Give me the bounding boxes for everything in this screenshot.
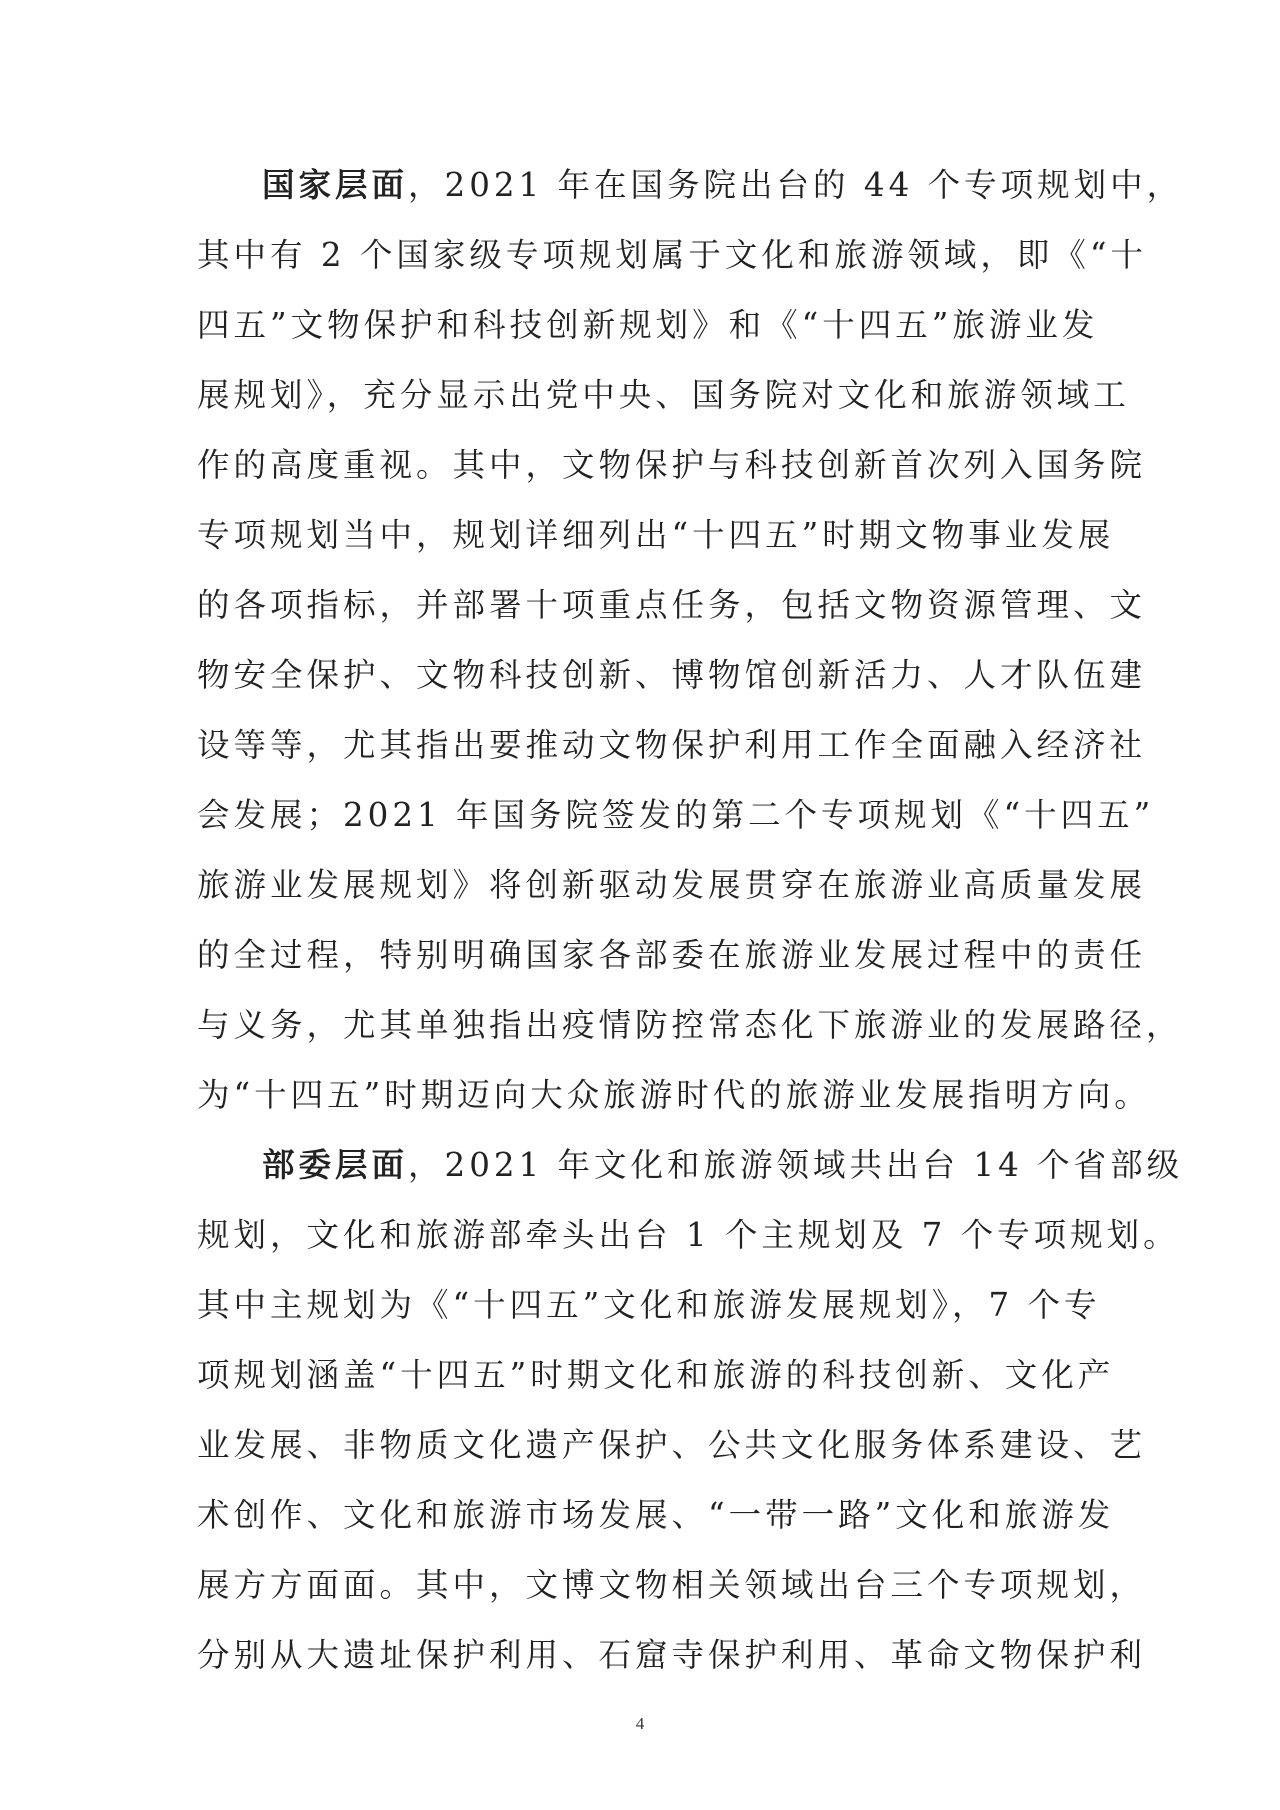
paragraph-2-line-6: 术创作、文化和旅游市场发展、“一带一路”文化和旅游发 xyxy=(197,1496,1115,1534)
paragraph-1-line-9: 设等等，尤其指出要推动文物保护利用工作全面融入经济社 xyxy=(197,726,1147,764)
paragraph-1-line-4: 展规划》，充分显示出党中央、国务院对文化和旅游领域工 xyxy=(197,376,1130,414)
paragraph-1-line-10: 会发展；2021 年国务院签发的第二个专项规划《“十四五” xyxy=(197,796,1155,834)
paragraph-1-line-7: 的各项指标，并部署十项重点任务，包括文物资源管理、文 xyxy=(197,586,1147,624)
paragraph-1-line-8: 物安全保护、文物科技创新、博物馆创新活力、人才队伍建 xyxy=(197,656,1147,694)
paragraph-1-line-14: 为“十四五”时期迈向大众旅游时代的旅游业发展指明方向。 xyxy=(197,1076,1151,1114)
paragraph-1-line-3: 四五”文物保护和科技创新规划》和《“十四五”旅游业发 xyxy=(197,306,1099,344)
paragraph-1-line-1 xyxy=(262,150,1184,220)
paragraph-2-line-1-text: ，2021 年文化和旅游领域共出台 14 个省部级 xyxy=(408,1146,1184,1184)
paragraph-2-line-7: 展方方面面。其中，文博文物相关领域出台三个专项规划， xyxy=(197,1566,1147,1604)
paragraph-1-line-13: 与义务，尤其单独指出疫情防控常态化下旅游业的发展路径， xyxy=(197,1006,1183,1044)
paragraph-1-lead: 国家层面 xyxy=(262,165,409,204)
paragraph-1-line-12: 的全过程，特别明确国家各部委在旅游业发展过程中的责任 xyxy=(197,936,1147,974)
paragraph-2-line-4: 项规划涵盖“十四五”时期文化和旅游的科技创新、文化产 xyxy=(197,1356,1115,1394)
page-number: 4 xyxy=(635,1714,645,1733)
paragraph-1-line-11: 旅游业发展规划》将创新驱动发展贯穿在旅游业高质量发展 xyxy=(197,866,1147,904)
paragraph-2-line-8: 分别从大遗址保护利用、石窟寺保护利用、革命文物保护利 xyxy=(197,1636,1147,1674)
paragraph-2-line-1 xyxy=(262,1130,1184,1200)
paragraph-1-line-1-text: ，2021 年在国务院出台的 44 个专项规划中， xyxy=(408,166,1184,204)
paragraph-1-line-2: 其中有 2 个国家级专项规划属于文化和旅游领域，即《“十 xyxy=(197,236,1147,274)
paragraph-2-line-5: 业发展、非物质文化遗产保护、公共文化服务体系建设、艺 xyxy=(197,1426,1147,1464)
paragraph-2-lead: 部委层面 xyxy=(262,1145,409,1184)
paragraph-1-line-6: 专项规划当中，规划详细列出“十四五”时期文物事业发展 xyxy=(197,516,1115,554)
paragraph-1-line-5: 作的高度重视。其中，文物保护与科技创新首次列入国务院 xyxy=(197,446,1147,484)
paragraph-2-line-3: 其中主规划为《“十四五”文化和旅游发展规划》，7 个专 xyxy=(197,1286,1101,1324)
paragraph-2-line-2: 规划，文化和旅游部牵头出台 1 个主规划及 7 个专项规划。 xyxy=(197,1216,1180,1254)
